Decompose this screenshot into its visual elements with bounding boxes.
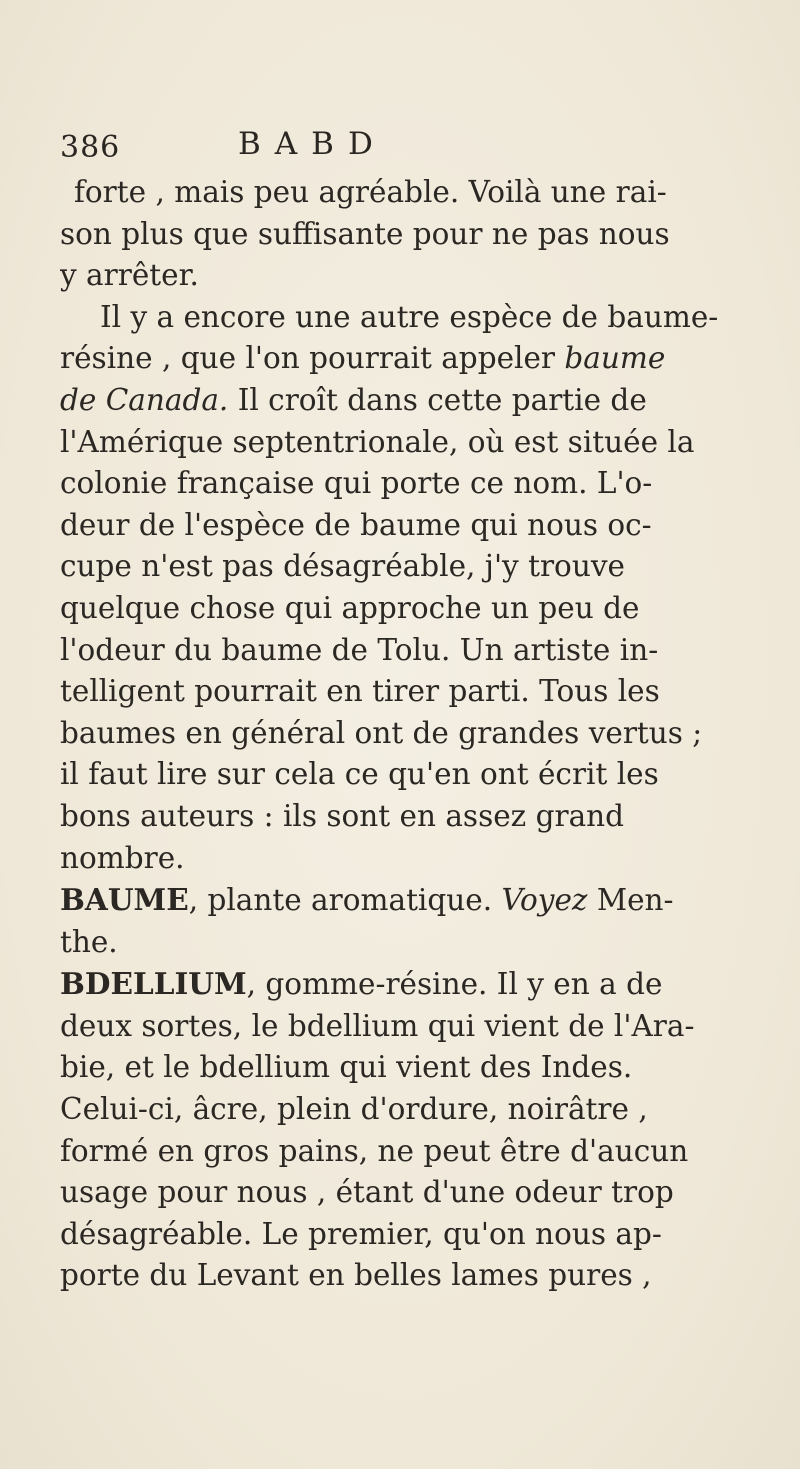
text-line: l'Amérique septentrionale, où est située la: [60, 424, 695, 459]
text-line: cupe n'est pas désagréable, j'y trouve: [60, 549, 625, 584]
text-line: usage pour nous , étant d'une odeur trop: [60, 1175, 674, 1210]
text-line: quelque chose qui approche un peu de: [60, 590, 640, 625]
text-line: nombre.: [60, 840, 185, 875]
italic-term: baume: [564, 341, 666, 376]
entry-headword: BDELLIUM: [60, 966, 247, 1002]
text-line: [60, 338, 750, 380]
text-line: [60, 380, 750, 422]
text-line: deux sortes, le bdellium qui vient de l'Ara-: [60, 1008, 695, 1043]
text-run: Men-: [587, 883, 674, 918]
text-line: son plus que suffisante pour ne pas nous: [60, 216, 670, 251]
text-line: telligent pourrait en tirer parti. Tous les: [60, 674, 660, 709]
text-line: colonie française qui porte ce nom. L'o-: [60, 466, 653, 501]
body-text: [60, 172, 750, 1297]
text-line: il faut lire sur cela ce qu'en ont écrit les: [60, 757, 659, 792]
text-line: y arrêter.: [60, 258, 199, 293]
entry-line: [60, 963, 750, 1006]
text-run: Il croît dans cette partie de: [228, 382, 647, 417]
text-line: the.: [60, 924, 118, 959]
running-head: BABD: [238, 126, 387, 162]
entry-headword: BAUME: [60, 882, 189, 918]
text-line: baumes en général ont de grandes vertus ;: [60, 715, 703, 750]
cross-reference: Voyez: [501, 883, 588, 918]
text-run: , plante aromatique.: [188, 883, 502, 918]
text-line: désagréable. Le premier, qu'on nous ap-: [60, 1216, 662, 1251]
entry-line: [60, 879, 750, 922]
italic-term: de Canada.: [60, 382, 229, 417]
text-line: forte , mais peu agréable. Voilà une rai-: [74, 175, 667, 209]
text-line: deur de l'espèce de baume qui nous oc-: [60, 507, 652, 542]
text-run: résine , que l'on pourrait appeler: [60, 341, 565, 376]
text-line: bie, et le bdellium qui vient des Indes.: [60, 1050, 633, 1085]
text-line: Il y a encore une autre espèce de baume-: [100, 299, 719, 334]
text-run: , gomme-résine. Il y en a de: [246, 967, 663, 1002]
text-line: porte du Levant en belles lames pures ,: [60, 1258, 652, 1293]
text-line: bons auteurs : ils sont en assez grand: [60, 798, 625, 833]
text-line: l'odeur du baume de Tolu. Un artiste in-: [60, 632, 659, 667]
page-number: 386: [60, 130, 121, 165]
text-line: formé en gros pains, ne peut être d'aucun: [60, 1133, 689, 1168]
text-line: Celui-ci, âcre, plein d'ordure, noirâtre ,: [60, 1092, 648, 1127]
